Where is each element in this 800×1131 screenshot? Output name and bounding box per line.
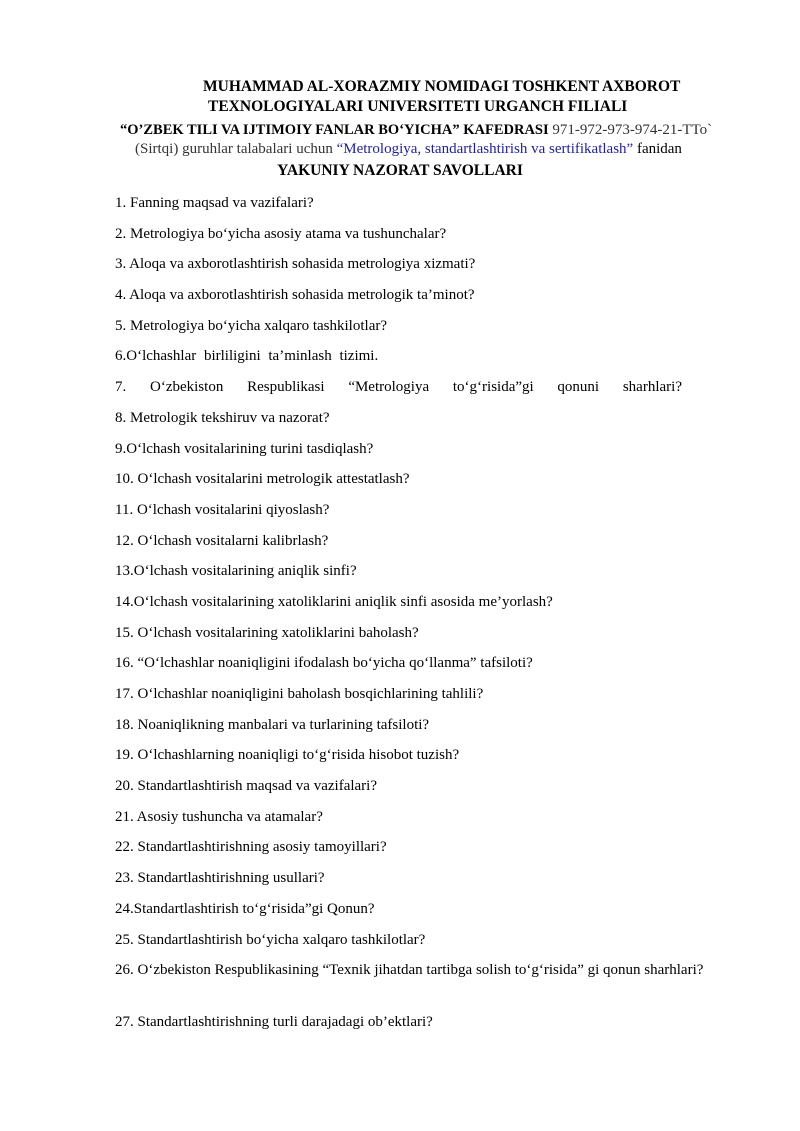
university-name-line1: MUHAMMAD AL-XORAZMIY NOMIDAGI TOSHKENT AXBOROT xyxy=(203,78,681,95)
university-name-line2: TEXNOLOGIYALARI UNIVERSITETI URGANCH FILIALI xyxy=(208,98,628,115)
subject-suffix: fanidan xyxy=(636,141,682,157)
department-line xyxy=(120,120,712,140)
question-item: 7. O‘zbekiston Respublikasi “Metrologiya to‘g‘risida”gi qonuni sharhlari? xyxy=(115,379,682,396)
question-item: 17. O‘lchashlar noaniqligini baholash bosqichlarining tahlili? xyxy=(115,686,484,702)
question-item: 23. Standartlashtirishning usullari? xyxy=(115,870,325,887)
question-item: 2. Metrologiya bo‘yicha asosiy atama va tushunchalar? xyxy=(115,225,447,242)
question-item: 13.O‘lchash vositalarining aniqlik sinfi? xyxy=(115,563,357,580)
question-item: 6.O‘lchashlar birliligini ta’minlash tizimi. xyxy=(115,348,379,365)
subject-line xyxy=(135,139,682,159)
groups-note: (Sirtqi) guruhlar talabalari uchun xyxy=(135,141,333,157)
question-item: 12. O‘lchash vositalarni kalibrlash? xyxy=(115,532,329,549)
question-item: 26. O‘zbekiston Respublikasining “Texnik jihatdan tartibga solish to‘g‘risida” gi qonun sharhlari? xyxy=(115,962,704,979)
question-item: 8. Metrologik tekshiruv va nazorat? xyxy=(115,409,330,426)
question-item: 15. O‘lchash vositalarining xatoliklarini baholash? xyxy=(115,624,419,641)
question-item: 14.O‘lchash vositalarining xatoliklarini aniqlik sinfi asosida me’yorlash? xyxy=(115,593,553,610)
question-item: 9.O‘lchash vositalarining turini tasdiqlash? xyxy=(115,440,374,457)
question-item: 3. Aloqa va axborotlashtirish sohasida metrologiya xizmati? xyxy=(115,256,476,273)
question-item: 25. Standartlashtirish bo‘yicha xalqaro tashkilotlar? xyxy=(115,931,426,948)
department-name: “O’ZBEK TILI VA IJTIMOIY FANLAR BO‘YICHA” KAFEDRASI xyxy=(120,122,549,138)
question-item: 10. O‘lchash vositalarini metrologik attestatlash? xyxy=(115,471,410,488)
question-item: 20. Standartlashtirish maqsad va vazifalari? xyxy=(115,778,377,795)
question-item: 1. Fanning maqsad va vazifalari? xyxy=(115,195,314,211)
group-codes: 971-972-973-974-21-TTo` xyxy=(552,122,713,138)
page-title: YAKUNIY NAZORAT SAVOLLARI xyxy=(277,162,523,179)
question-item: 16. “O‘lchashlar noaniqligini ifodalash bo‘yicha qo‘llanma” tafsiloti? xyxy=(115,655,533,672)
question-item: 22. Standartlashtirishning asosiy tamoyillari? xyxy=(115,839,387,856)
subject-name: “Metrologiya, standartlashtirish va sertifikatlash” xyxy=(336,141,634,157)
question-item: 18. Noaniqlikning manbalari va turlarining tafsiloti? xyxy=(115,716,430,733)
question-item: 4. Aloqa va axborotlashtirish sohasida metrologik ta’minot? xyxy=(115,287,475,304)
question-list xyxy=(115,193,715,1043)
question-item: 27. Standartlashtirishning turli darajadagi ob’ektlari? xyxy=(115,1014,433,1031)
question-item: 21. Asosiy tushuncha va atamalar? xyxy=(115,808,323,825)
question-item: 19. O‘lchashlarning noaniqligi to‘g‘risida hisobot tuzish? xyxy=(115,747,460,764)
question-item: 24.Standartlashtirish to‘g‘risida”gi Qonun? xyxy=(115,900,375,917)
question-item: 11. O‘lchash vositalarini qiyoslash? xyxy=(115,501,330,518)
question-item: 5. Metrologiya bo‘yicha xalqaro tashkilotlar? xyxy=(115,317,387,334)
